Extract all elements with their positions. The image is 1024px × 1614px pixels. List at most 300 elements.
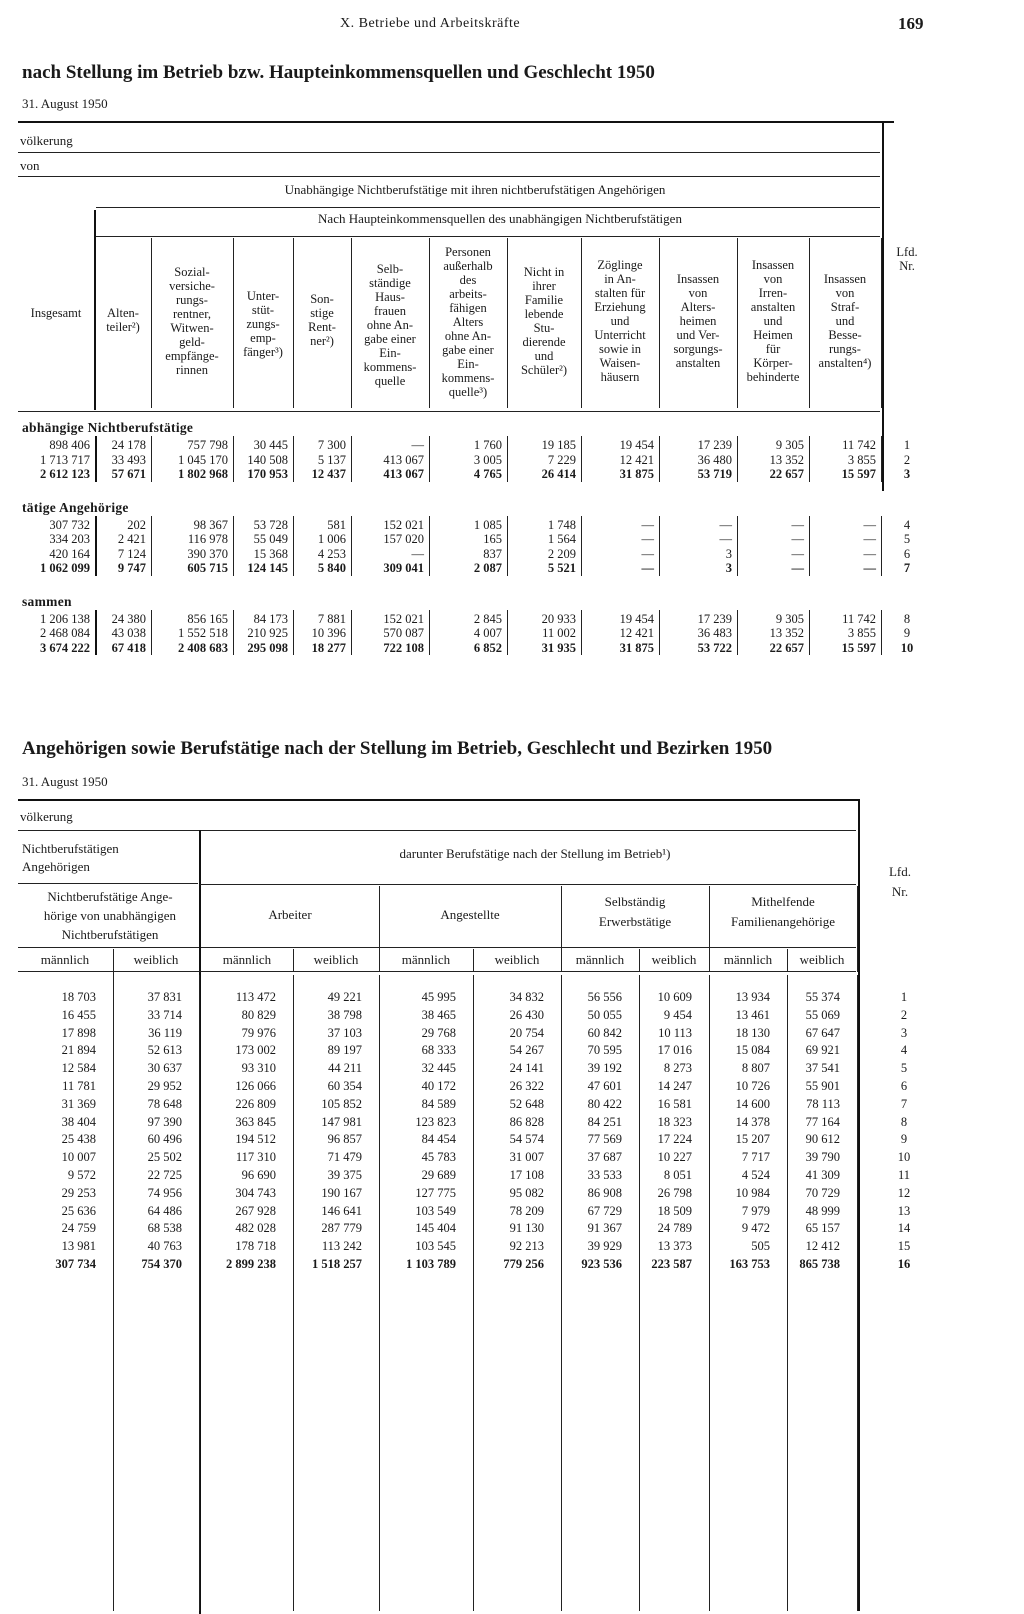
t1-cell: 5 521 [547,561,576,575]
t1-cell: 157 020 [383,532,424,546]
t2-cell: 5 [900,1061,908,1076]
t2-cell: 40 763 [147,1239,182,1254]
t2-cell: 50 055 [587,1007,622,1022]
t1-col-rule [881,238,882,408]
t2-cell: 24 759 [61,1221,96,1236]
t2-cell: 103 549 [415,1203,456,1218]
t1-voelkerung: völkerung [20,133,73,148]
t1-cell: 170 953 [247,467,288,481]
t2-cell: 865 738 [799,1257,840,1271]
t1-cell: 413 067 [383,467,424,481]
t1-cell: 2 408 683 [178,640,228,655]
t2-cell: 37 541 [805,1061,840,1076]
t1-cell: 36 483 [697,626,732,640]
t1-cell: 295 098 [247,640,288,655]
t2-cell: 78 113 [806,1096,840,1111]
t1-cell: 1 062 099 [40,561,90,575]
t1-body-rule [507,516,508,576]
t1-body-rule [151,516,152,576]
t2-cell: 55 901 [805,1079,840,1093]
t1-body-rule [233,516,234,576]
t1-cell: 3 855 [847,452,876,467]
t2-nicht-header: Nichtberufstätigen Angehörigen [22,841,119,874]
t2-cell: 16 581 [657,1096,692,1111]
t2-cell: 20 754 [509,1025,544,1040]
t2-sex-header: weiblich [799,952,845,967]
t1-section-label: sammen [22,593,72,609]
t2-cell: 38 465 [421,1007,456,1022]
t2-cell: 8 807 [741,1061,770,1076]
t2-cell: 9 572 [67,1168,96,1182]
t2-sex-header: weiblich [313,952,359,967]
t1-cell: 4 765 [473,467,502,481]
t2-cell: 304 743 [235,1185,276,1200]
t2-cell: 4 524 [741,1168,770,1182]
t2-cell: 30 637 [147,1061,182,1076]
t1-col-header: Selb- ständige Haus- frauen ohne An- gabe einer Ein- kommens- quelle [363,262,417,388]
t1-header-bottom [18,411,880,412]
t2-cell: 26 322 [509,1079,544,1093]
t2-cell: 12 [897,1185,911,1200]
t1-cell: 2 [903,452,911,467]
t1-cell: 10 396 [311,626,346,640]
t2-body-rule [639,975,640,1611]
t1-body-rule [809,436,810,482]
t2-cell: 91 367 [587,1221,622,1236]
t2-cell: 67 647 [805,1025,840,1040]
t2-cell: 17 016 [657,1043,692,1058]
t1-body-rule [581,516,582,576]
t2-cell: 64 486 [147,1203,182,1218]
t1-body-rule [429,516,430,576]
t1-cell: 2 468 084 [40,626,90,640]
t2-rule-5 [18,971,856,972]
t2-cell: 74 956 [147,1185,182,1200]
t2-cell: 14 247 [657,1079,692,1093]
t1-cell: 11 002 [542,626,576,640]
t2-cell: 10 984 [735,1185,770,1200]
t1-col-header: Insgesamt [30,306,82,320]
t1-cell: — [791,517,804,532]
t2-cell: 54 267 [509,1043,544,1058]
t1-body-rule [151,436,152,482]
t1-cell: 9 305 [775,438,804,452]
t1-cell: 2 845 [473,611,502,626]
t1-cell: 7 [903,561,911,575]
t1-cell: 3 855 [847,626,876,640]
t2-cell: 190 167 [321,1185,362,1200]
t1-cell: 6 [903,546,911,561]
t2-cell: 307 734 [55,1257,96,1271]
t1-cell: 24 380 [111,611,146,626]
t1-cell: 7 229 [547,452,576,467]
t2-body-rule [857,975,858,1611]
t1-cell: 33 493 [111,452,146,467]
t1-cell: 9 305 [775,611,804,626]
t1-cell: — [791,532,804,546]
t2-darunter-header: darunter Berufstätige nach der Stellung im Betrieb¹) [399,846,671,861]
t1-cell: 15 368 [253,546,288,561]
t1-section-label: abhängige Nichtberufstätige [22,420,194,435]
t1-cell: 9 747 [117,561,146,575]
t2-cell: 482 028 [235,1221,276,1236]
t2-cell: 38 404 [61,1114,96,1129]
t1-body-rule [659,610,660,656]
t2-cell: 29 768 [421,1025,456,1040]
t2-cell: 78 209 [509,1203,544,1218]
t1-cell: 12 421 [619,626,654,640]
t1-cell: 31 935 [541,640,576,655]
t1-cell: 165 [483,532,502,546]
t2-cell: 70 595 [587,1043,622,1058]
t2-cell: 86 908 [587,1185,622,1200]
t2-cell: 12 584 [61,1061,96,1076]
page-number: 169 [898,14,924,33]
t2-cell: 21 894 [61,1043,96,1058]
t2-cell: 45 783 [421,1150,456,1165]
t1-body-rule [293,436,294,482]
t1-cell: — [791,561,804,575]
t1-cell: 1 713 717 [40,452,90,467]
t1-body-rule [351,610,352,656]
table1-top-rule [18,121,894,123]
t1-cell: 307 732 [49,517,90,532]
t1-body-rule [507,436,508,482]
t2-cell: 146 641 [321,1203,362,1218]
t2-cell: 91 130 [509,1221,544,1236]
t2-cell: 56 556 [587,990,622,1004]
t1-body-rule [293,610,294,656]
t1-cell: 13 352 [769,626,804,640]
t1-cell: 19 454 [619,611,654,626]
t1-cell: 55 049 [253,532,288,546]
t2-body-rule [561,975,562,1611]
t2-cell: 4 [900,1043,908,1058]
t2-cell: 60 496 [147,1132,182,1147]
t2-cell: 16 [897,1257,911,1271]
t2-cell: 1 103 789 [406,1257,456,1271]
t1-body-rule [507,610,508,656]
t2-cell: 10 726 [735,1079,770,1093]
t2-cell: 15 207 [735,1132,770,1147]
t1-cell: 1 085 [473,517,502,532]
t2-cell: 8 051 [663,1168,692,1182]
t2-cell: 287 779 [321,1221,362,1236]
t1-cell: 12 437 [311,467,346,481]
t1-body-rule [737,436,738,482]
t2-cell: 92 213 [509,1239,544,1254]
t2-cell: 90 612 [805,1132,840,1147]
t2-cell: 126 066 [235,1079,276,1093]
t1-cell: 7 300 [317,438,346,452]
t1-col-header: Son- stige Rent- ner²) [308,292,336,348]
t1-cell: 1 006 [317,532,346,546]
t2-nicht-sub-header: Nichtberufstätige Ange- hörige von unabhängigen Nichtberufstätigen [43,889,177,942]
t1-cell: — [719,532,732,546]
t2-cell: 25 502 [147,1150,182,1165]
t2-rule-1 [18,830,856,831]
t2-body-rule [199,975,200,1611]
t2-cell: 39 929 [587,1239,622,1254]
t2-cell: 41 309 [805,1168,840,1182]
t2-cell: 52 648 [509,1096,544,1111]
t1-cell: 5 137 [317,452,346,467]
t2-cell: 7 717 [741,1150,770,1165]
t2-cell: 48 999 [805,1203,840,1218]
t1-col-header: Lfd. Nr. [896,245,918,273]
t2-cell: 96 690 [241,1168,276,1182]
t2-cell: 29 952 [147,1079,182,1093]
t1-rule-3 [96,207,880,208]
t2-cell: 18 130 [735,1025,770,1040]
t1-cell: 19 185 [541,438,576,452]
t1-col-header: Alten- teiler²) [106,306,140,334]
t1-cell: 581 [327,517,346,532]
table1-date: 31. August 1950 [22,96,108,111]
t1-cell: 11 742 [842,611,876,626]
t2-cell: 11 781 [62,1079,96,1093]
t2-cell: 11 [897,1168,911,1182]
t2-cell: 71 479 [327,1150,362,1165]
t1-cell: 2 421 [117,532,146,546]
t2-cell: 117 310 [235,1150,276,1165]
t1-cell: 390 370 [187,546,228,561]
t2-cell: 8 [900,1114,908,1129]
t1-unabh-header: Unabhängige Nichtberufstätige mit ihren nichtberufstätigen Angehörigen [284,182,666,197]
t2-cell: 15 [897,1239,911,1254]
t1-cell: 5 840 [317,561,346,575]
t1-cell: 570 087 [383,626,424,640]
t2-cell: 194 512 [235,1132,276,1147]
t2-voelkerung: völkerung [20,809,73,824]
t2-cell: 10 007 [61,1150,96,1165]
t1-cell: 24 178 [111,438,146,452]
t2-cell: 14 [897,1221,911,1236]
t2-cell: 54 574 [509,1132,544,1147]
t1-cell: 53 728 [253,517,288,532]
t1-body-rule [293,516,294,576]
t2-cell: 55 374 [805,990,840,1004]
t1-cell: 152 021 [383,517,424,532]
t2-cell: 34 832 [509,990,544,1004]
t2-cell: 267 928 [235,1203,276,1218]
t1-cell: 57 671 [111,467,146,481]
t2-cell: 103 545 [415,1239,456,1254]
t2-cell: 26 798 [657,1185,692,1200]
t2-cell: 145 404 [415,1221,456,1236]
t1-col-header: Unter- stüt- zungs- emp- fänger³) [243,289,283,359]
t1-body-rule [95,610,97,656]
t1-body-rule [351,516,352,576]
t2-cell: 8 273 [663,1061,692,1076]
t2-cell: 80 829 [241,1007,276,1022]
t1-cell: 11 742 [842,438,876,452]
t2-cell: 37 831 [147,990,182,1004]
t2-cell: 60 842 [587,1025,622,1040]
t1-von: von [20,158,40,173]
t1-cell: 2 612 123 [40,467,90,481]
t1-cell: 12 421 [619,452,654,467]
t2-cell: 18 703 [61,990,96,1004]
t1-cell: 7 881 [317,611,346,626]
t2-cell: 223 587 [651,1257,692,1271]
t2-cell: 69 921 [805,1043,840,1058]
t1-body-rule [95,516,97,576]
t1-body-rule [233,610,234,656]
t1-cell: 4 253 [317,546,346,561]
t2-sex-header: weiblich [494,952,540,967]
t2-cell: 79 976 [241,1025,276,1040]
t2-lfd-header: Lfd. Nr. [888,864,912,899]
t1-cell: 6 852 [473,640,502,655]
t1-cell: 22 657 [769,467,804,481]
t2-group-header: Selbständig Erwerbstätige [598,894,672,929]
t1-rule-2 [18,176,880,177]
t2-cell: 39 375 [327,1168,362,1182]
t2-cell: 93 310 [241,1061,276,1076]
t1-cell: — [411,546,424,561]
t2-cell: 754 370 [141,1257,182,1271]
t1-body-rule [151,610,152,656]
t1-cell: 152 021 [383,611,424,626]
t2-sex-header: männlich [575,952,625,967]
t2-cell: 89 197 [327,1043,362,1058]
t2-group-header: Mithelfende Familienangehörige [731,894,835,929]
t2-cell: 36 119 [148,1025,182,1040]
t1-cell: 1 045 170 [178,452,228,467]
t2-cell: 18 509 [657,1203,692,1218]
t2-cell: 1 518 257 [312,1257,362,1271]
t1-cell: — [863,532,876,546]
t2-cell: 9 472 [741,1221,770,1236]
t2-cell: 163 753 [729,1257,770,1271]
t1-section-label: tätige Angehörige [22,499,129,515]
t2-cell: 2 [900,1007,908,1022]
t1-cell: 18 277 [311,640,346,655]
t1-cell: 1 564 [547,532,576,546]
t2-cell: 77 569 [587,1132,622,1147]
t2-cell: 7 979 [741,1203,770,1218]
t1-cell: 420 164 [49,546,90,561]
t1-cell: 10 [900,640,914,655]
t2-rule-3 [18,947,856,948]
t2-cell: 65 157 [805,1221,840,1236]
t2-cell: 505 [751,1239,770,1254]
t1-body-rule [581,436,582,482]
t1-cell: 1 760 [473,438,502,452]
t2-cell: 25 636 [61,1203,96,1218]
t1-cell: 9 [903,626,911,640]
table2-title: Angehörigen sowie Berufstätige nach der Stellung im Betrieb, Geschlecht und Bezirken 1950 [22,738,773,759]
t1-cell: 334 203 [49,532,90,546]
t2-cell: 923 536 [581,1257,622,1271]
t2-cell: 10 227 [657,1150,692,1165]
t1-cell: 67 418 [111,640,146,655]
t2-cell: 24 141 [509,1061,544,1076]
t1-cell: 837 [483,546,502,561]
t2-cell: 13 373 [657,1239,692,1254]
t1-cell: 17 239 [697,438,732,452]
t2-cell: 31 007 [509,1150,544,1165]
t2-cell: 7 [900,1096,908,1111]
t2-body-rule [473,975,474,1611]
t2-cell: 9 [900,1132,908,1147]
t2-cell: 226 809 [235,1096,276,1111]
t2-cell: 40 172 [421,1079,456,1093]
t2-cell: 70 729 [805,1185,840,1200]
t1-cell: 30 445 [253,438,288,452]
t1-cell: 116 978 [187,532,228,546]
t1-cell: 19 454 [619,438,654,452]
t1-col-header: Zöglinge in An- stalten für Erziehung und Unterricht sowie in Waisen- häusern [594,258,646,384]
t2-cell: 10 [897,1150,911,1165]
table1-right-rule [882,121,884,491]
t1-cell: 722 108 [383,640,424,655]
t2-cell: 68 333 [421,1043,456,1058]
t1-cell: — [791,546,804,561]
t2-cell: 84 251 [587,1114,622,1129]
t2-cell: 84 589 [421,1096,456,1111]
t2-cell: 779 256 [503,1257,544,1271]
t1-body-rule [881,436,882,482]
t2-cell: 55 069 [805,1007,840,1022]
t2-group-rule [857,886,858,972]
t2-cell: 10 113 [658,1025,692,1040]
t1-cell: 98 367 [193,517,228,532]
t2-cell: 15 084 [735,1043,770,1058]
t1-cell: 53 719 [697,467,732,481]
t1-body-rule [881,610,882,656]
t2-cell: 13 461 [735,1007,770,1022]
t1-cell: 757 798 [187,438,228,452]
t1-cell: 1 748 [547,517,576,532]
t1-body-rule [809,516,810,576]
t2-cell: 84 454 [421,1132,456,1147]
t2-cell: 12 412 [805,1239,840,1254]
t2-group-header: Angestellte [440,907,500,922]
t1-cell: 5 [903,532,911,546]
t2-cell: 14 378 [735,1114,770,1129]
t2-cell: 24 789 [657,1221,692,1236]
t1-body-rule [881,516,882,576]
t1-cell: 1 [903,438,911,452]
t1-cell: 1 802 968 [178,467,228,481]
t2-group-header: Arbeiter [268,907,312,922]
t1-cell: — [641,517,654,532]
t1-nach-header: Nach Haupteinkommensquellen des unabhängigen Nichtberufstätigen [318,211,682,226]
t1-col-header: Insassen von Irren- anstalten und Heimen für Körper- behinderte [746,258,800,384]
t2-rule-4 [200,884,856,885]
t2-cell: 80 422 [587,1096,622,1111]
t2-cell: 127 775 [415,1185,456,1200]
t2-cell: 37 687 [587,1150,622,1165]
t2-cell: 22 725 [147,1168,182,1182]
t1-cell: 20 933 [541,611,576,626]
t1-cell: 2 087 [473,561,502,575]
t1-cell: 309 041 [383,561,424,575]
t1-cell: 413 067 [383,452,424,467]
t2-cell: 97 390 [147,1114,182,1129]
t1-cell: 3 674 222 [40,640,90,655]
table1-title: nach Stellung im Betrieb bzw. Haupteinkommensquellen und Geschlecht 1950 [22,62,655,83]
t1-cell: — [641,532,654,546]
t2-cell: 173 002 [235,1043,276,1058]
t1-cell: — [641,561,654,575]
table2-date: 31. August 1950 [22,774,108,789]
t2-rule-2 [18,883,198,884]
t1-cell: — [863,561,876,575]
table2-top-rule [18,799,860,801]
